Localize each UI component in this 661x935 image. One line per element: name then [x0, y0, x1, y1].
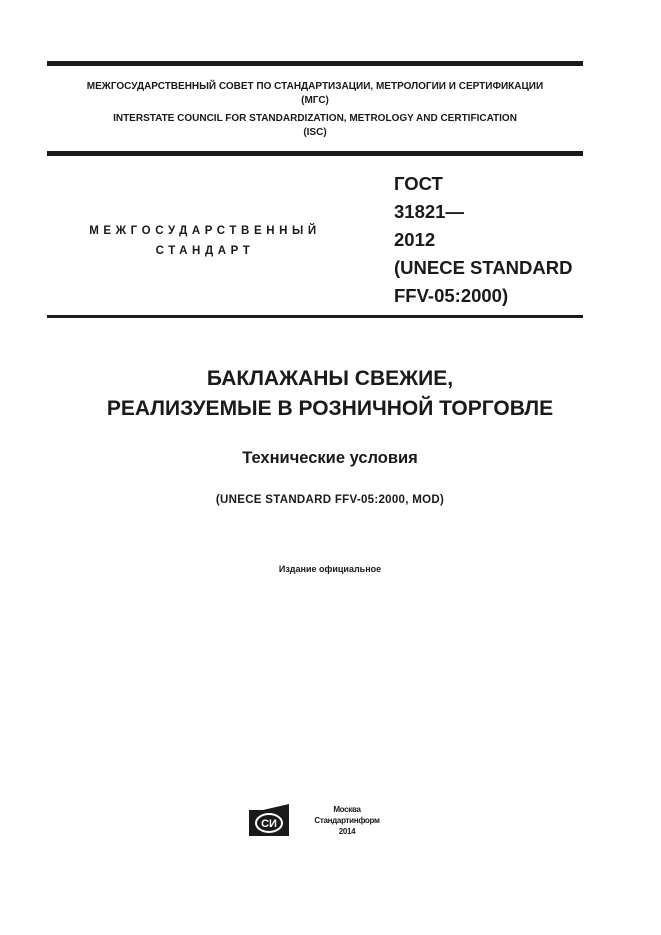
title-line-1: БАКЛАЖАНЫ СВЕЖИЕ, [206, 367, 454, 390]
gost-line-5: FFV-05:2000) [394, 285, 509, 306]
publisher-name: Стандартинформ [314, 816, 380, 825]
gost-line-2: 31821— [394, 201, 464, 222]
document-title [30, 364, 630, 424]
document-subtitle: Технические условия [242, 449, 418, 467]
designation-line-2: СТАНДАРТ [155, 245, 255, 257]
council-abbr-ru: (МГС) [301, 95, 329, 106]
council-abbr-en: (ISC) [303, 127, 327, 138]
standartinform-logo-icon [249, 804, 289, 836]
header-bottom-rule [47, 151, 583, 156]
gost-line-1: ГОСТ [394, 173, 443, 194]
publisher-info [292, 804, 402, 837]
title-block-rule [47, 315, 583, 318]
designation-line-1: МЕЖГОСУДАРСТВЕННЫЙ [89, 225, 321, 237]
gost-line-4: (UNECE STANDARD [394, 257, 573, 278]
title-line-2: РЕАЛИЗУЕМЫЕ В РОЗНИЧНОЙ ТОРГОВЛЕ [106, 397, 554, 420]
council-header [47, 80, 583, 140]
standard-designation [60, 221, 350, 261]
council-name-en: INTERSTATE COUNCIL FOR STANDARDIZATION, METROLOGY AND CERTIFICATION [113, 113, 517, 124]
council-name-ru: МЕЖГОСУДАРСТВЕННЫЙ СОВЕТ ПО СТАНДАРТИЗАЦИИ, МЕТРОЛОГИИ И СЕРТИФИКАЦИИ [86, 81, 544, 92]
gost-line-3: 2012 [394, 229, 436, 250]
top-rule [47, 61, 583, 66]
svg-text:СИ: СИ [261, 818, 277, 830]
publication-year: 2014 [338, 827, 356, 836]
publisher-city: Москва [333, 805, 361, 814]
edition-note: Издание официальное [278, 564, 382, 574]
modification-note: (UNECE STANDARD FFV-05:2000, MOD) [215, 494, 445, 506]
gost-number [394, 170, 573, 310]
